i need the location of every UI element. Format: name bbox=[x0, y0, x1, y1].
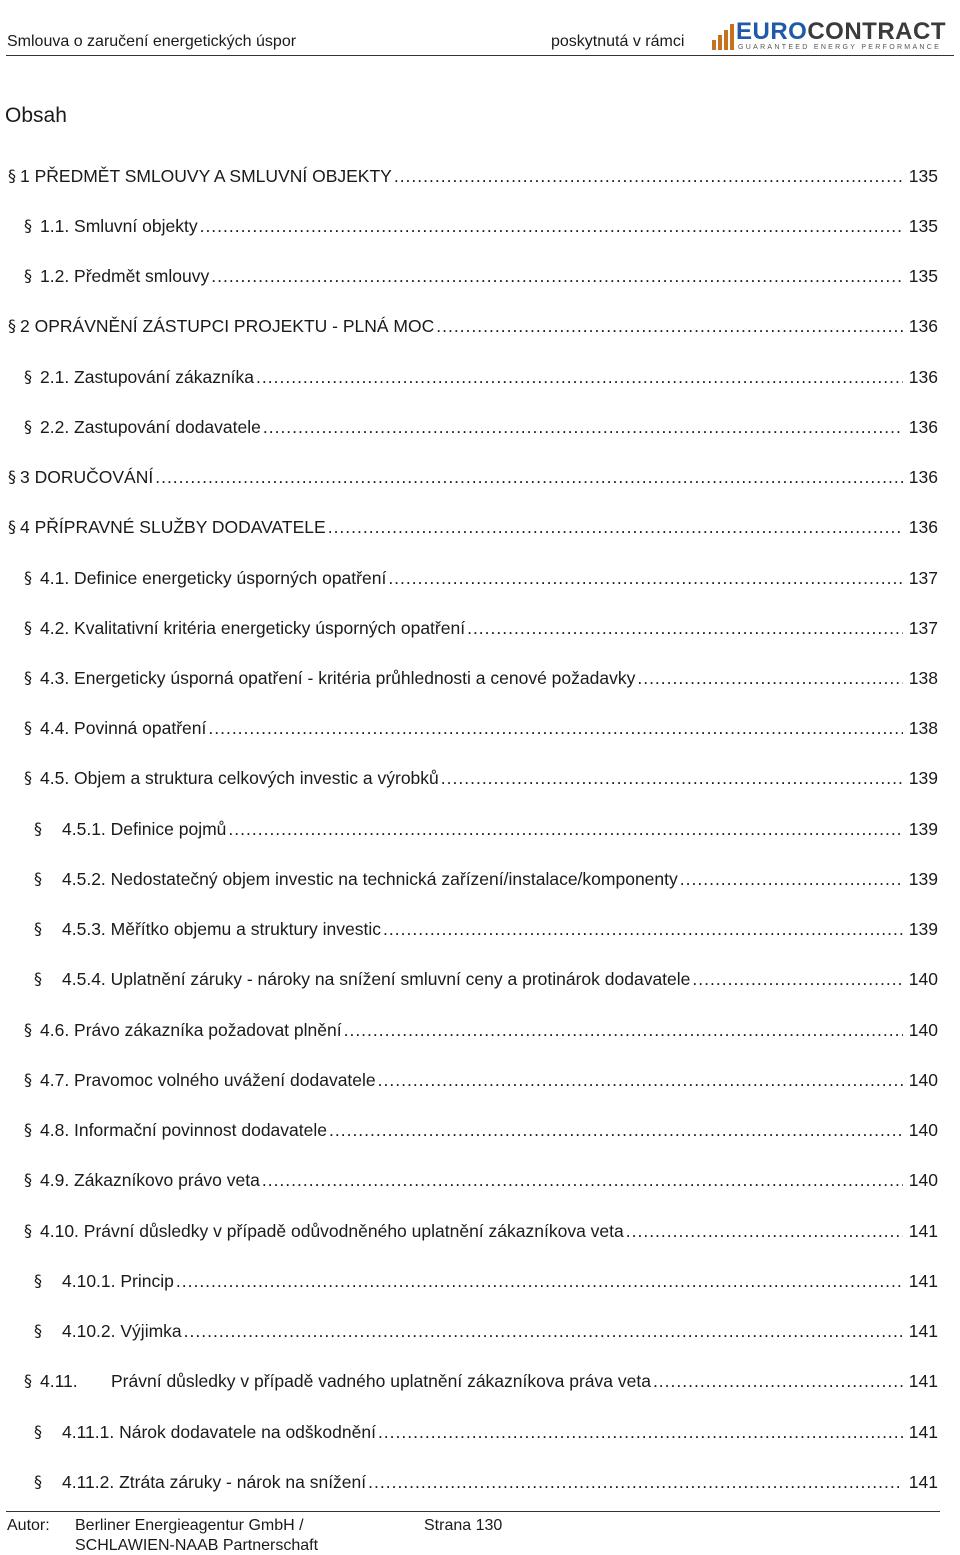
toc-entry-title: 1 PŘEDMĚT SMLOUVY A SMLUVNÍ OBJEKTY bbox=[20, 166, 392, 186]
toc-entry-page: 140 bbox=[908, 1020, 938, 1040]
toc-entry-title: 1.2. Předmět smlouvy bbox=[40, 266, 210, 286]
dot-leader bbox=[467, 615, 903, 641]
toc-entry-title: 4.10.2. Výjimka bbox=[62, 1321, 182, 1341]
dot-leader bbox=[200, 213, 903, 239]
toc-entry-page: 139 bbox=[908, 768, 938, 788]
dot-leader bbox=[155, 464, 903, 490]
toc-entry-page: 139 bbox=[908, 869, 938, 889]
dot-leader bbox=[692, 966, 902, 992]
section-sign-icon: § bbox=[8, 316, 16, 335]
toc-entry[interactable] bbox=[0, 816, 960, 842]
section-sign-icon: § bbox=[34, 819, 42, 838]
document-subtitle: poskytnutá v rámci bbox=[551, 33, 685, 50]
dot-leader bbox=[653, 1368, 903, 1394]
section-sign-icon: § bbox=[24, 367, 32, 386]
toc-entry-page: 136 bbox=[908, 467, 938, 487]
toc-entry[interactable] bbox=[0, 213, 960, 239]
section-sign-icon: § bbox=[24, 1020, 32, 1039]
section-sign-icon: § bbox=[24, 568, 32, 587]
toc-entry-number: 4.11. bbox=[40, 1371, 78, 1391]
section-sign-icon: § bbox=[24, 417, 32, 436]
toc-entry[interactable] bbox=[0, 263, 960, 289]
toc-entry-title: 4.5.2. Nedostatečný objem investic na technická zařízení/instalace/komponenty bbox=[62, 869, 678, 889]
section-sign-icon: § bbox=[8, 166, 16, 185]
toc-entry-title: 1.1. Smluvní objekty bbox=[40, 216, 198, 236]
section-sign-icon: § bbox=[24, 1070, 32, 1089]
dot-leader bbox=[263, 414, 903, 440]
toc-entry[interactable] bbox=[0, 1218, 960, 1244]
toc-entry-page: 141 bbox=[908, 1422, 938, 1442]
dot-leader bbox=[228, 816, 902, 842]
page-number: Strana 130 bbox=[424, 1517, 503, 1534]
toc-entry-title: 4.5.4. Uplatnění záruky - nároky na snížení smluvní ceny a protinárok dodavatele bbox=[62, 969, 691, 989]
section-sign-icon: § bbox=[34, 919, 42, 938]
toc-entry-page: 136 bbox=[908, 417, 938, 437]
eurocontract-logo bbox=[712, 18, 946, 52]
toc-entry-page: 136 bbox=[908, 367, 938, 387]
page-footer bbox=[0, 1511, 960, 1553]
dot-leader bbox=[394, 163, 903, 189]
toc-entry-page: 141 bbox=[908, 1271, 938, 1291]
toc-entry[interactable] bbox=[0, 1117, 960, 1143]
toc-entry-page: 137 bbox=[908, 568, 938, 588]
section-sign-icon: § bbox=[24, 216, 32, 235]
author-label: Autor: bbox=[7, 1517, 50, 1534]
toc-entry-page: 139 bbox=[908, 919, 938, 939]
toc-entry-page: 138 bbox=[908, 718, 938, 738]
section-sign-icon: § bbox=[24, 718, 32, 737]
dot-leader bbox=[626, 1218, 903, 1244]
toc-entry-page: 135 bbox=[908, 166, 938, 186]
dot-leader bbox=[368, 1469, 903, 1495]
toc-entry-title: 4.5.3. Měřítko objemu a struktury investic bbox=[62, 919, 382, 939]
page-header bbox=[0, 0, 960, 56]
dot-leader bbox=[378, 1419, 903, 1445]
section-sign-icon: § bbox=[34, 1321, 42, 1340]
toc-entry[interactable] bbox=[0, 565, 960, 591]
toc-entry-title: 4.1. Definice energeticky úsporných opatření bbox=[40, 568, 387, 588]
section-sign-icon: § bbox=[34, 1271, 42, 1290]
footer-divider bbox=[6, 1511, 940, 1512]
toc-entry[interactable] bbox=[0, 364, 960, 390]
toc-entry-page: 135 bbox=[908, 216, 938, 236]
toc-entry[interactable] bbox=[0, 1067, 960, 1093]
section-sign-icon: § bbox=[24, 1221, 32, 1240]
dot-leader bbox=[208, 715, 902, 741]
toc-entry-title: 4.11. Právní důsledky v případě vadného uplatnění zákazníkova práva veta bbox=[40, 1368, 653, 1394]
toc-entry-page: 136 bbox=[908, 517, 938, 537]
toc-entry-title: 2 OPRÁVNĚNÍ ZÁSTUPCI PROJEKTU - PLNÁ MOC bbox=[20, 316, 435, 336]
toc-entry-title: 4.10.1. Princip bbox=[62, 1271, 174, 1291]
toc-entry-title: 3 DORUČOVÁNÍ bbox=[20, 467, 154, 487]
toc-entry[interactable] bbox=[0, 1318, 960, 1344]
toc-entry-page: 141 bbox=[908, 1221, 938, 1241]
dot-leader bbox=[344, 1017, 903, 1043]
header-divider bbox=[6, 55, 954, 56]
document-title: Smlouva o zaručení energetických úspor bbox=[7, 33, 297, 50]
toc-entry[interactable] bbox=[0, 916, 960, 942]
toc-entry-page: 141 bbox=[908, 1371, 938, 1391]
dot-leader bbox=[383, 916, 903, 942]
toc-entry[interactable] bbox=[0, 715, 960, 741]
section-sign-icon: § bbox=[34, 1422, 42, 1441]
toc-entry-page: 135 bbox=[908, 266, 938, 286]
logo-bars-icon bbox=[712, 24, 736, 50]
toc-entry-page: 141 bbox=[908, 1321, 938, 1341]
dot-leader bbox=[176, 1268, 903, 1294]
section-sign-icon: § bbox=[24, 1120, 32, 1139]
dot-leader bbox=[211, 263, 903, 289]
section-sign-icon: § bbox=[24, 1170, 32, 1189]
logo-tagline: GUARANTEED ENERGY PERFORMANCE bbox=[738, 44, 942, 51]
toc-entry-title: 2.1. Zastupování zákazníka bbox=[40, 367, 255, 387]
toc-entry-page: 138 bbox=[908, 668, 938, 688]
toc-entry-title: 4.11.1. Nárok dodavatele na odškodnění bbox=[62, 1422, 376, 1442]
toc-entry[interactable] bbox=[0, 966, 960, 992]
toc-heading: Obsah bbox=[5, 104, 67, 127]
toc-entry-title: 4.5. Objem a struktura celkových investic a výrobků bbox=[40, 768, 439, 788]
toc-entry[interactable] bbox=[0, 464, 960, 490]
dot-leader bbox=[378, 1067, 903, 1093]
toc-entry-title: 4.2. Kvalitativní kritéria energeticky úsporných opatření bbox=[40, 618, 466, 638]
dot-leader bbox=[436, 313, 903, 339]
toc-entry[interactable] bbox=[0, 1368, 960, 1394]
toc-entry[interactable] bbox=[0, 765, 960, 791]
toc-entry-title: 4.9. Zákazníkovo právo veta bbox=[40, 1170, 260, 1190]
toc-entry[interactable] bbox=[0, 1017, 960, 1043]
dot-leader bbox=[256, 364, 903, 390]
toc-entry[interactable] bbox=[0, 615, 960, 641]
logo-wordmark: EUROCONTRACT bbox=[736, 18, 946, 45]
toc-entry[interactable] bbox=[0, 665, 960, 691]
toc-entry-page: 141 bbox=[908, 1472, 938, 1492]
toc-entry[interactable] bbox=[0, 313, 960, 339]
dot-leader bbox=[184, 1318, 903, 1344]
section-sign-icon: § bbox=[34, 869, 42, 888]
toc-entry-title: 4.5.1. Definice pojmů bbox=[62, 819, 227, 839]
toc-entry-title: 4.11.2. Ztráta záruky - nárok na snížení bbox=[62, 1472, 367, 1492]
section-sign-icon: § bbox=[24, 618, 32, 637]
toc-entry-title: 4.3. Energeticky úsporná opatření - kritéria průhlednosti a cenové požadavky bbox=[40, 668, 636, 688]
dot-leader bbox=[262, 1167, 903, 1193]
toc-entry-title: 4.10. Právní důsledky v případě odůvodněného uplatnění zákazníkova veta bbox=[40, 1221, 624, 1241]
toc-entry-page: 140 bbox=[908, 1170, 938, 1190]
dot-leader bbox=[637, 665, 902, 691]
toc-entry[interactable] bbox=[0, 1469, 960, 1495]
dot-leader bbox=[388, 565, 902, 591]
toc-entry-title: 4.8. Informační povinnost dodavatele bbox=[40, 1120, 327, 1140]
toc-entry-title: 4.7. Pravomoc volného uvážení dodavatele bbox=[40, 1070, 376, 1090]
toc-entry-page: 140 bbox=[908, 1120, 938, 1140]
section-sign-icon: § bbox=[8, 517, 16, 536]
section-sign-icon: § bbox=[24, 768, 32, 787]
toc-entry-title: 4.4. Povinná opatření bbox=[40, 718, 207, 738]
toc-entry[interactable] bbox=[0, 1167, 960, 1193]
section-sign-icon: § bbox=[24, 266, 32, 285]
section-sign-icon: § bbox=[8, 467, 16, 486]
toc-entry[interactable] bbox=[0, 866, 960, 892]
dot-leader bbox=[680, 866, 903, 892]
toc-entry[interactable] bbox=[0, 163, 960, 189]
toc-entry-title: 2.2. Zastupování dodavatele bbox=[40, 417, 261, 437]
toc-entry-page: 136 bbox=[908, 316, 938, 336]
section-sign-icon: § bbox=[34, 969, 42, 988]
toc-entry[interactable] bbox=[0, 1419, 960, 1445]
author-org-line1: Berliner Energieagentur GmbH / bbox=[75, 1517, 304, 1534]
dot-leader bbox=[329, 1117, 903, 1143]
section-sign-icon: § bbox=[34, 1472, 42, 1491]
toc-entry-title: 4 PŘÍPRAVNÉ SLUŽBY DODAVATELE bbox=[20, 517, 326, 537]
toc-entry[interactable] bbox=[0, 1268, 960, 1294]
toc-entry-page: 140 bbox=[908, 969, 938, 989]
toc-entry-page: 139 bbox=[908, 819, 938, 839]
author-org-line2: SCHLAWIEN-NAAB Partnerschaft bbox=[75, 1537, 319, 1554]
toc-entry-page: 140 bbox=[908, 1070, 938, 1090]
toc-entry[interactable] bbox=[0, 514, 960, 540]
dot-leader bbox=[441, 765, 903, 791]
section-sign-icon: § bbox=[24, 668, 32, 687]
toc-entry[interactable] bbox=[0, 414, 960, 440]
section-sign-icon: § bbox=[24, 1371, 32, 1390]
dot-leader bbox=[328, 514, 903, 540]
toc-entry-page: 137 bbox=[908, 618, 938, 638]
toc-entry-title: 4.6. Právo zákazníka požadovat plnění bbox=[40, 1020, 342, 1040]
